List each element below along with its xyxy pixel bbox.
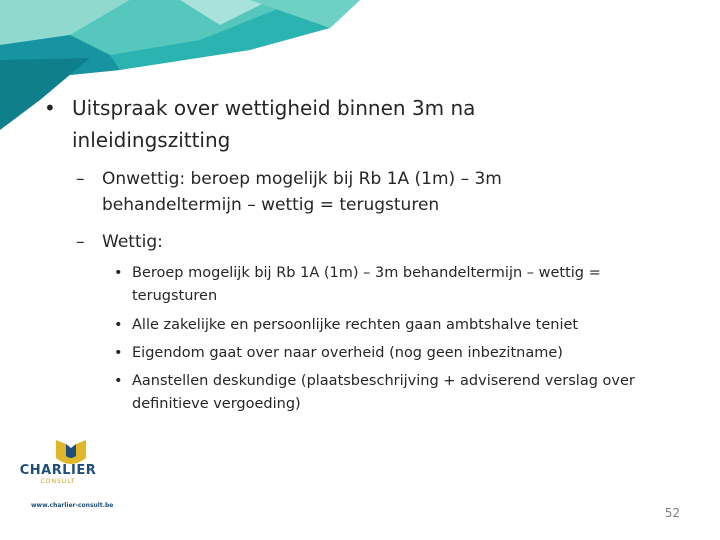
logo-subtitle: CONSULT <box>40 478 76 485</box>
bullet-text: Wettig: <box>102 232 163 252</box>
logo-url: www.charlier-consult.be <box>31 502 114 509</box>
slide-number: 52 <box>664 506 680 520</box>
bullet-dot-icon: • <box>44 96 56 120</box>
bullet-dash-icon: – <box>76 169 85 189</box>
bullet-dash-icon: – <box>76 232 85 252</box>
bullet-level2 <box>76 229 636 255</box>
bullet-dot-icon: • <box>114 345 123 361</box>
bullet-text: Eigendom gaat over naar overheid (nog geen inbezitname) <box>132 345 563 361</box>
bullet-level1 <box>44 92 604 156</box>
bullet-dot-icon: • <box>114 317 123 333</box>
bullet-text: Alle zakelijke en persoonlijke rechten gaan ambtshalve teniet <box>132 317 579 333</box>
bullet-level3 <box>114 342 674 365</box>
bullet-level3 <box>114 370 674 416</box>
bullet-text: Uitspraak over wettigheid binnen 3m na inleidingszitting <box>72 96 476 152</box>
bullet-text: Beroep mogelijk bij Rb 1A (1m) – 3m behandeltermijn – wettig = terugsturen <box>132 265 601 304</box>
bullet-level2 <box>76 166 636 218</box>
bullet-level3 <box>114 262 674 308</box>
bullet-text: Aanstellen deskundige (plaatsbeschrijving + adviserend verslag over definitieve vergoeding) <box>132 373 635 412</box>
bullet-text: Onwettig: beroep mogelijk bij Rb 1A (1m) – 3m behandeltermijn – wettig = terugsturen <box>102 169 502 215</box>
bullet-dot-icon: • <box>114 373 123 389</box>
bullet-level3 <box>114 314 674 337</box>
bullet-dot-icon: • <box>114 265 123 281</box>
logo-wordmark: CHARLIER <box>19 463 97 478</box>
